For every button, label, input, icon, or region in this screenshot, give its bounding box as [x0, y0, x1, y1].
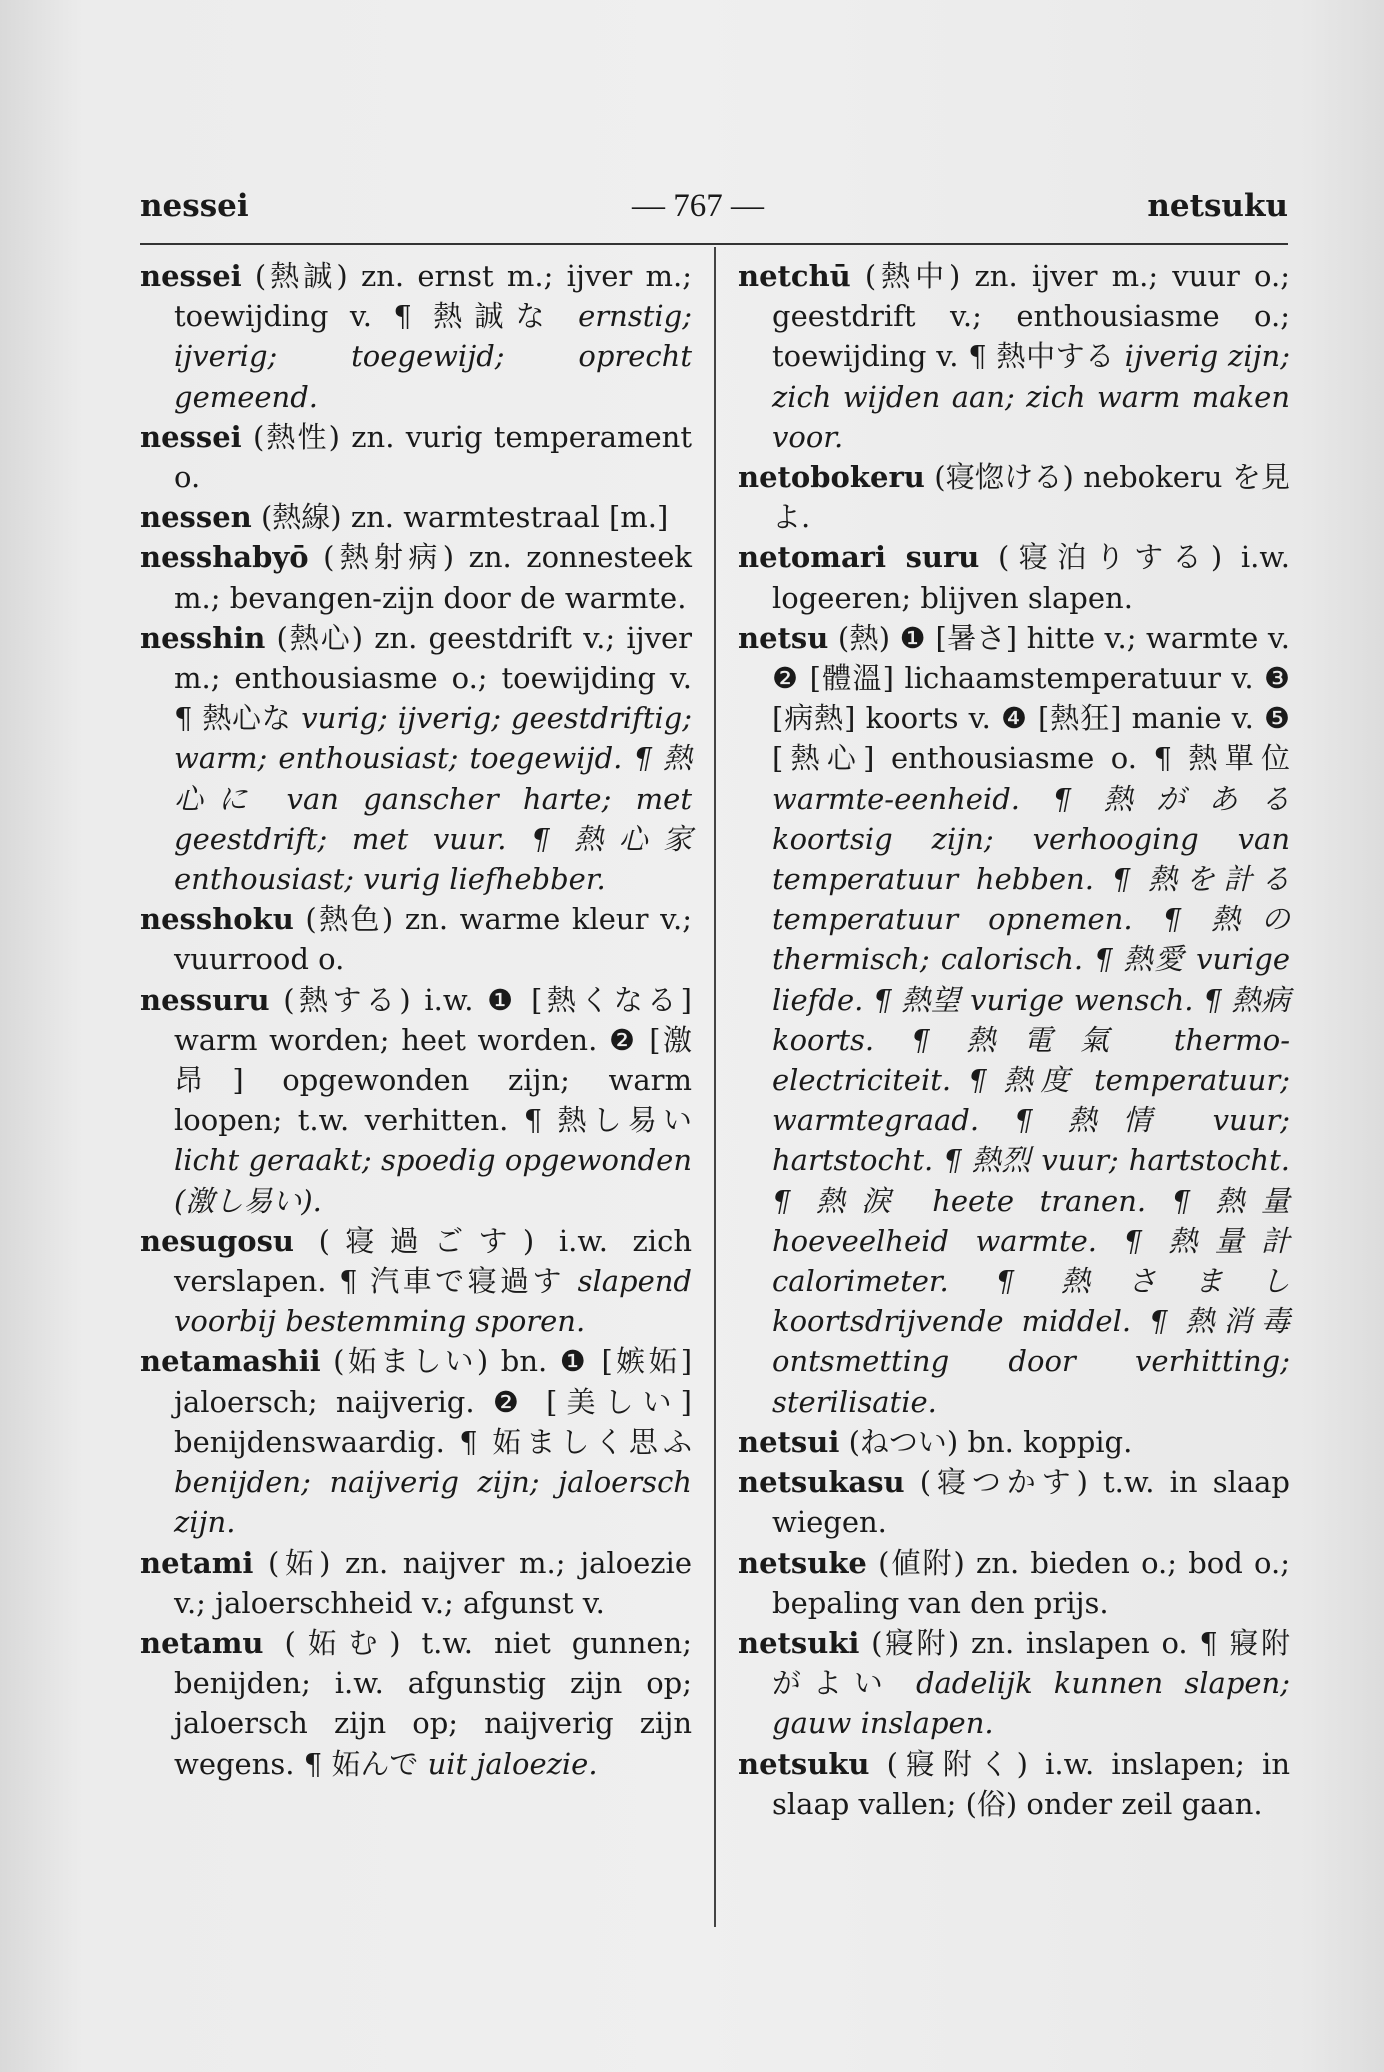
- dictionary-entry: [140, 1221, 692, 1342]
- dictionary-entry: [738, 1744, 1290, 1824]
- dictionary-entry: [738, 1422, 1290, 1462]
- dictionary-entry: [140, 1543, 692, 1623]
- entry-definition: zn. ijver m.; vuur o.; geestdrift v.; enthousiasme o.; toewijding v. ¶ 熱中する: [772, 259, 1291, 374]
- entry-definition: i.w. logeeren; blijven slapen.: [772, 540, 1290, 615]
- entry-kanji: (熱射病): [323, 540, 455, 575]
- entry-headword: netchū: [738, 259, 851, 293]
- entry-example: ernstig; ijverig; toegewijd; oprecht gemeend.: [174, 299, 692, 414]
- entry-kanji: (寢附く): [886, 1746, 1028, 1781]
- entry-headword: netamu: [140, 1625, 264, 1660]
- entry-definition: bn. koppig.: [967, 1424, 1133, 1459]
- entry-headword: netamashii: [140, 1344, 321, 1379]
- entry-kanji: (寢附): [871, 1625, 960, 1660]
- entry-headword: nessen: [140, 500, 252, 535]
- entry-kanji: (熱中): [864, 259, 961, 293]
- entry-kanji: (寝つかす): [919, 1465, 1088, 1500]
- entry-definition: zn. bieden o.; bod o.; bepaling van den prijs.: [772, 1545, 1290, 1620]
- entry-kanji: (妬む): [284, 1625, 401, 1660]
- entry-kanji: (ねつい): [848, 1424, 959, 1459]
- entry-definition: t.w. in slaap wiegen.: [772, 1465, 1290, 1540]
- entry-headword: netomari suru: [738, 540, 980, 575]
- entry-kanji: (熱誠): [254, 259, 348, 293]
- entry-definition: i.w. zich verslapen. ¶ 汽車で寝過す: [174, 1223, 693, 1299]
- dictionary-entry: [140, 497, 692, 537]
- entry-definition: zn. inslapen o. ¶ 寢附がよい: [772, 1625, 1290, 1701]
- entry-headword: nessei: [140, 419, 242, 454]
- entry-headword: nesshin: [140, 620, 266, 655]
- entry-kanji: (熱): [837, 620, 891, 655]
- entry-example: benijden; naijverig zijn; jaloersch zijn.: [174, 1465, 692, 1540]
- dictionary-entry: [140, 256, 692, 417]
- page-header: [140, 178, 1288, 234]
- entry-headword: nesshabyō: [140, 540, 309, 575]
- entry-definition: zn. warmtestraal [m.]: [350, 500, 669, 535]
- header-rule: [140, 243, 1288, 245]
- entry-headword: netsuku: [738, 1746, 870, 1781]
- entry-definition: zn. naijver m.; jaloezie v.; jaloerschheid v.; afgunst v.: [174, 1545, 692, 1620]
- dictionary-entry: [738, 1543, 1290, 1623]
- entry-headword: nesshoku: [140, 902, 294, 937]
- entry-definition: zn. zonnesteek m.; bevangen-zijn door de warmte.: [174, 540, 692, 615]
- header-left-headword: nessei: [140, 188, 249, 224]
- entry-kanji: (熱性): [252, 419, 340, 454]
- entry-example: dadelijk kunnen slapen; gauw inslapen.: [772, 1666, 1291, 1741]
- entry-kanji: (熱する): [283, 982, 411, 1017]
- dictionary-entry: [738, 457, 1290, 537]
- dictionary-entry: [140, 618, 692, 899]
- entry-example: slapend voorbij bestemming sporen.: [174, 1264, 692, 1339]
- dictionary-entry: [140, 417, 692, 497]
- entry-definition: zn. vurig temperament o.: [174, 419, 693, 495]
- dictionary-entry: [140, 980, 692, 1221]
- header-right-headword: netsuku: [1147, 188, 1288, 224]
- entry-definition: t.w. niet gunnen; benijden; i.w. afgunstig zijn op; jaloersch zijn op; naijverig zijn wegens. ¶ 妬んで: [174, 1625, 692, 1781]
- entry-example: warmte-eenheid. ¶ 熱がある koortsig zijn; verhooging van temperatuur hebben. ¶ 熱を計る temperatuur opnemen. ¶ 熱の thermisch; calorisch. ¶ 熱愛 vurige liefde. ¶ 熱望 vurige wensch. ¶ 熱病 koorts. ¶ 熱電氣 thermo-electriciteit. ¶ 熱度 temperatuur; warmtegraad. ¶ 熱情 vuur; hartstocht. ¶ 熱烈 vuur; hartstocht. ¶ 熱淚 heete tranen. ¶ 熱量 hoeveelheid warmte. ¶ 熱量計 calorimeter. ¶ 熱さまし koortsdrijvende middel. ¶ 熱消毒 ontsmetting door verhitting; sterilisatie.: [772, 781, 1290, 1419]
- entry-definition: zn. ernst m.; ijver m.; toewijding v. ¶ 熱誠な: [174, 259, 693, 334]
- entry-kanji: (熱心): [276, 620, 364, 655]
- entry-kanji: (妬): [268, 1545, 331, 1580]
- left-column: [140, 256, 692, 1784]
- column-divider: [714, 247, 716, 1927]
- entry-headword: nesugosu: [140, 1223, 294, 1258]
- entry-headword: nessuru: [140, 982, 270, 1017]
- dictionary-entry: [738, 1623, 1290, 1744]
- dictionary-entry: [738, 256, 1290, 457]
- entry-example: licht geraakt; spoedig opgewonden (激し易い).: [174, 1143, 692, 1218]
- entry-headword: netobokeru: [738, 460, 925, 495]
- dictionary-entry: [738, 618, 1290, 1422]
- entry-definition: i.w. ❶ [熱くなる] warm worden; heet worden. ❷ [激昂] opgewonden zijn; warm loopen; t.w. verhitten. ¶ 熱し易い: [174, 982, 692, 1138]
- dictionary-entry: [738, 537, 1290, 617]
- dictionary-entry: [140, 1341, 692, 1542]
- entry-definition: bn. ❶ [嫉妬] jaloersch; naijverig. ❷ [美しい] benijdenswaardig. ¶ 妬ましく思ふ: [174, 1344, 693, 1459]
- entry-headword: netsui: [738, 1424, 840, 1459]
- entry-headword: netsu: [738, 620, 829, 655]
- entry-example: vurig; ijverig; geestdriftig; warm; enthousiast; toegewijd. ¶ 熱心に van ganscher harte; met geestdrift; met vuur. ¶ 熱心家 enthousiast; vurig liefhebber.: [174, 701, 693, 897]
- entry-kanji: (妬ましい): [333, 1344, 489, 1379]
- entry-headword: nessei: [140, 259, 242, 293]
- entry-headword: netsuke: [738, 1545, 867, 1580]
- right-column: [738, 256, 1290, 1824]
- dictionary-entry: [140, 1623, 692, 1784]
- entry-kanji: (寝過ごす): [318, 1223, 535, 1258]
- entry-kanji: (熱色): [305, 902, 394, 937]
- entry-kanji: (値附): [878, 1545, 965, 1580]
- entry-definition: zn. warme kleur v.; vuurrood o.: [174, 902, 693, 977]
- entry-headword: netsukasu: [738, 1465, 905, 1500]
- entry-kanji: (寝惚ける): [934, 460, 1074, 495]
- dictionary-entry: [140, 537, 692, 617]
- entry-headword: netami: [140, 1545, 254, 1580]
- entry-headword: netsuki: [738, 1625, 860, 1660]
- entry-definition: ❶ [暑さ] hitte v.; warmte v. ❷ [體溫] lichaamstemperatuur v. ❸ [病熱] koorts v. ❹ [熱狂] manie v. ❺ [熱心] enthousiasme o. ¶ 熱單位: [772, 620, 1290, 776]
- entry-definition: zn. geestdrift v.; ijver m.; enthousiasme o.; toewijding v. ¶ 熱心な: [174, 620, 692, 736]
- entry-kanji: (寝泊りする): [998, 540, 1223, 575]
- dictionary-entry: [738, 1462, 1290, 1542]
- entry-example: ijverig zijn; zich wijden aan; zich warm maken voor.: [772, 339, 1290, 454]
- dictionary-entry: [140, 899, 692, 979]
- entry-example: uit jaloezie.: [427, 1746, 598, 1781]
- entry-kanji: (熱線): [260, 500, 342, 535]
- entry-definition: nebokeru を見よ.: [772, 460, 1291, 535]
- entry-definition: i.w. inslapen; in slaap vallen; (俗) onder zeil gaan.: [772, 1746, 1290, 1821]
- page-number: — 767 —: [632, 187, 765, 224]
